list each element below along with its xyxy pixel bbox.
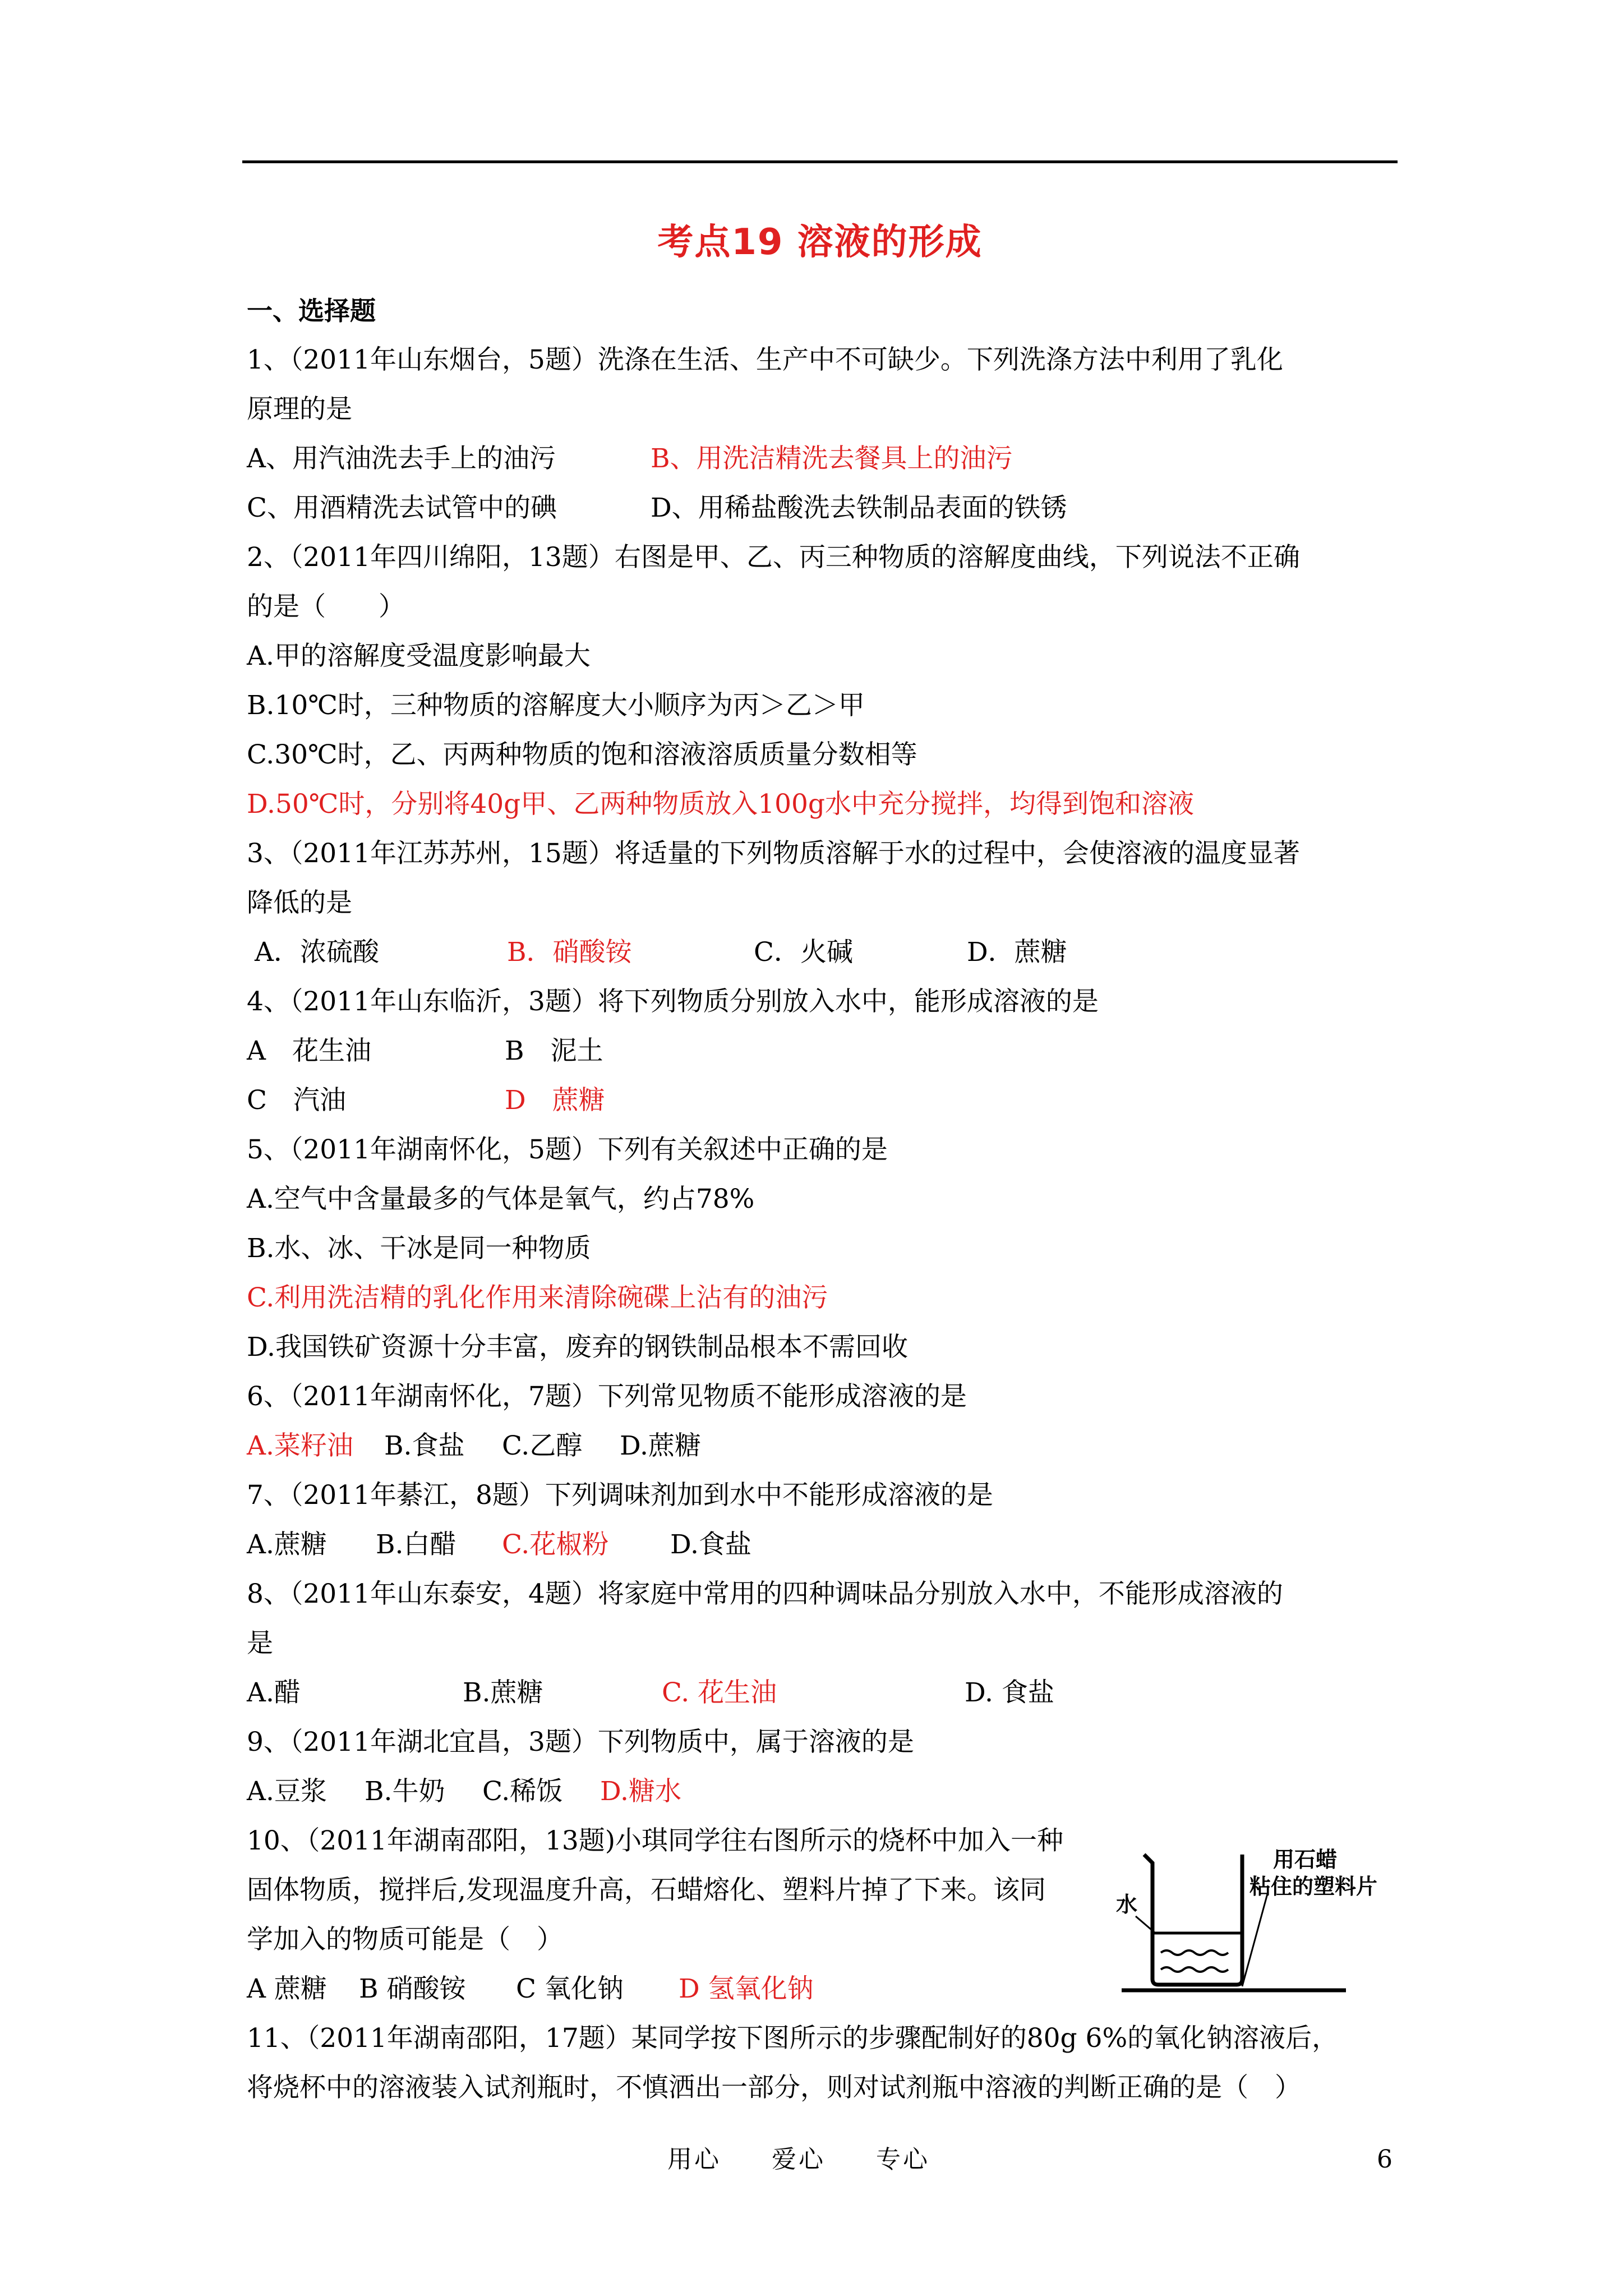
q4-options-ab bbox=[247, 1027, 1396, 1076]
q11-stem: 11、（2011年湖南邵阳，17题）某同学按下图所示的步骤配制好的80g 6%的氧化钠溶液后， bbox=[247, 2023, 1339, 2054]
q1-option-b-answer: B、用洗洁精洗去餐具上的油污 bbox=[651, 443, 1013, 474]
q4-stem: 4、（2011年山东临沂，3题）将下列物质分别放入水中，能形成溶液的是 bbox=[247, 986, 1099, 1017]
q5-stem: 5、（2011年湖南怀化，5题）下列有关叙述中正确的是 bbox=[247, 1134, 888, 1165]
q5-option-a: A.空气中含量最多的气体是氧气，约占78% bbox=[247, 1184, 755, 1214]
q6-stem: 6、（2011年湖南怀化，7题）下列常见物质不能形成溶液的是 bbox=[247, 1381, 967, 1412]
q5-option-b: B.水、冰、干冰是同一种物质 bbox=[247, 1233, 591, 1264]
q2-option-a: A.甲的溶解度受温度影响最大 bbox=[247, 641, 591, 671]
q1-options-cd bbox=[247, 484, 1396, 533]
q3-option-b-answer: B．硝酸铵 bbox=[507, 937, 632, 968]
q11-stem-cont: 将烧杯中的溶液装入试剂瓶时，不慎洒出一部分，则对试剂瓶中溶液的判断正确的是（ ） bbox=[247, 2072, 1301, 2103]
page-number: 6 bbox=[1377, 2145, 1393, 2174]
q8-stem-cont: 是 bbox=[247, 1628, 273, 1659]
q9-option-d-answer: D.糖水 bbox=[600, 1776, 681, 1807]
q7-option-a: A.蔗糖 bbox=[247, 1529, 327, 1560]
q9-option-a: A.豆浆 bbox=[247, 1776, 327, 1807]
q1-option-d: D、用稀盐酸洗去铁制品表面的铁锈 bbox=[651, 493, 1067, 523]
figure-label-water: 水 bbox=[1116, 1892, 1138, 1917]
q7-option-c-answer: C.花椒粉 bbox=[502, 1529, 609, 1560]
q6-option-c: C.乙醇 bbox=[502, 1430, 583, 1461]
q6-option-a-answer: A.菜籽油 bbox=[247, 1430, 353, 1461]
q2-option-d-answer: D.50℃时，分别将40g甲、乙两种物质放入100g水中充分搅拌，均得到饱和溶液 bbox=[247, 789, 1195, 820]
q4-option-c: C 汽油 bbox=[247, 1085, 346, 1116]
beaker-figure bbox=[1105, 1832, 1396, 2000]
q9-option-b: B.牛奶 bbox=[365, 1776, 445, 1807]
q4-option-a: A 花生油 bbox=[247, 1036, 371, 1066]
q1-stem: 1、（2011年山东烟台，5题）洗涤在生活、生产中不可缺少。下列洗涤方法中利用了乳化 bbox=[247, 344, 1283, 375]
q1-options-ab bbox=[247, 434, 1396, 484]
q2-option-c: C.30℃时，乙、丙两种物质的饱和溶液溶质质量分数相等 bbox=[247, 739, 917, 770]
q10-option-d-answer: D 氢氧化钠 bbox=[679, 1973, 814, 2004]
q8-option-b: B.蔗糖 bbox=[463, 1677, 543, 1708]
q8-option-c-answer: C. 花生油 bbox=[662, 1677, 777, 1708]
footer-motto bbox=[667, 2137, 980, 2182]
q4-option-d-answer: D 蔗糖 bbox=[505, 1085, 605, 1116]
page-title: 考点19 溶液的形成 bbox=[657, 222, 983, 263]
page-footer bbox=[0, 2137, 1623, 2182]
q8-stem: 8、（2011年山东泰安，4题）将家庭中常用的四种调味品分别放入水中，不能形成溶液的 bbox=[247, 1579, 1283, 1609]
q10-option-b: B 硝酸铵 bbox=[359, 1973, 466, 2004]
q3-options bbox=[247, 928, 1396, 977]
q4-option-b: B 泥土 bbox=[505, 1036, 603, 1066]
figure-label-line1: 用石蜡 bbox=[1273, 1847, 1338, 1872]
q7-options bbox=[247, 1520, 1396, 1570]
q3-option-c: C．火碱 bbox=[754, 937, 853, 968]
q10-option-c: C 氧化钠 bbox=[516, 1973, 624, 2004]
q1-stem-cont: 原理的是 bbox=[247, 394, 352, 425]
q5-option-c-answer: C.利用洗洁精的乳化作用来清除碗碟上沾有的油污 bbox=[247, 1282, 828, 1313]
q3-option-a: A．浓硫酸 bbox=[255, 937, 379, 968]
q10-stem-cont2: 学加入的物质可能是（ ） bbox=[247, 1924, 563, 1955]
q8-option-d: D. 食盐 bbox=[965, 1677, 1054, 1708]
q3-stem-cont: 降低的是 bbox=[247, 887, 352, 918]
q1-option-a: A、用汽油洗去手上的油污 bbox=[247, 443, 556, 474]
q10-stem: 10、（2011年湖南邵阳，13题)小琪同学往右图所示的烧杯中加入一种 bbox=[247, 1825, 1064, 1856]
q10-stem-cont: 固体物质，搅拌后,发现温度升高，石蜡熔化、塑料片掉了下来。该同 bbox=[247, 1875, 1046, 1906]
q6-options bbox=[247, 1421, 1396, 1471]
q2-option-b: B.10℃时，三种物质的溶解度大小顺序为丙＞乙＞甲 bbox=[247, 690, 865, 721]
document-body bbox=[247, 286, 1396, 2113]
q8-option-a: A.醋 bbox=[247, 1677, 301, 1708]
q5-option-d: D.我国铁矿资源十分丰富，废弃的钢铁制品根本不需回收 bbox=[247, 1332, 908, 1363]
q9-option-c: C.稀饭 bbox=[482, 1776, 563, 1807]
q9-stem: 9、（2011年湖北宜昌，3题）下列物质中，属于溶液的是 bbox=[247, 1727, 914, 1757]
header-rule bbox=[242, 160, 1398, 163]
footer-motto-1: 用心 bbox=[667, 2145, 721, 2174]
q1-option-c: C、用酒精洗去试管中的碘 bbox=[247, 493, 557, 523]
q3-stem: 3、（2011年江苏苏州，15题）将适量的下列物质溶解于水的过程中，会使溶液的温度显著 bbox=[247, 838, 1300, 869]
q7-option-d: D.食盐 bbox=[670, 1529, 751, 1560]
figure-label-line2: 粘住的塑料片 bbox=[1249, 1874, 1378, 1899]
q7-stem: 7、（2011年綦江，8题）下列调味剂加到水中不能形成溶液的是 bbox=[247, 1480, 993, 1511]
section-heading: 一、选择题 bbox=[247, 296, 376, 326]
q8-options bbox=[247, 1668, 1396, 1718]
q10-block bbox=[247, 1816, 1396, 1964]
footer-motto-2: 爱心 bbox=[772, 2145, 826, 2174]
q7-option-b: B.白醋 bbox=[376, 1529, 457, 1560]
q6-option-b: B.食盐 bbox=[384, 1430, 465, 1461]
q6-option-d: D.蔗糖 bbox=[620, 1430, 701, 1461]
q9-options bbox=[247, 1767, 1396, 1816]
q10-option-a: A 蔗糖 bbox=[247, 1973, 327, 2004]
q2-stem: 2、（2011年四川绵阳，13题）右图是甲、乙、丙三种物质的溶解度曲线，下列说法不正确 bbox=[247, 542, 1300, 573]
q3-option-d: D．蔗糖 bbox=[967, 937, 1067, 968]
q4-options-cd bbox=[247, 1076, 1396, 1125]
footer-motto-3: 专心 bbox=[876, 2145, 930, 2174]
q2-stem-cont: 的是（ ） bbox=[247, 591, 405, 622]
